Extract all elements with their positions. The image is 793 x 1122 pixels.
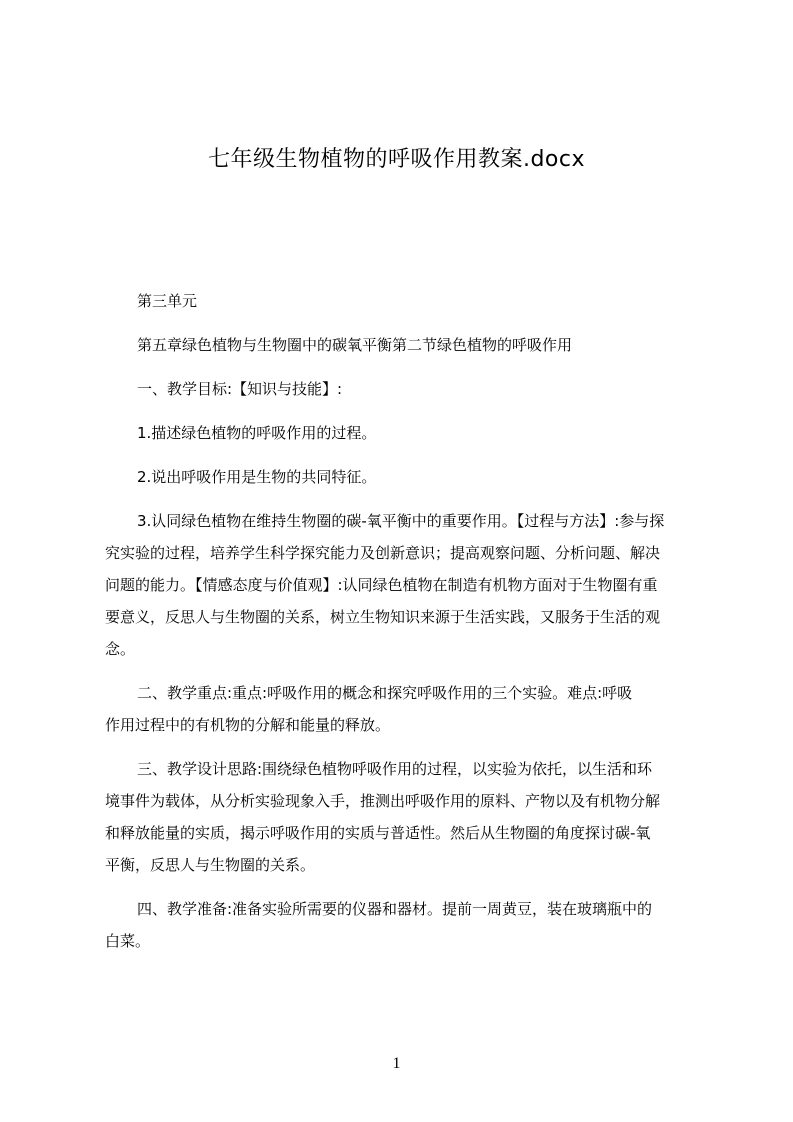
paragraph-line: 白菜。 [105, 932, 151, 950]
paragraph-line: 境事件为载体，从分析实验现象入手，推测出呼吸作用的原料、产物以及有机物分解 [105, 792, 661, 810]
paragraph-line: 四、教学准备:准备实验所需要的仪器和器材。提前一周黄豆，装在玻璃瓶中的 [137, 900, 653, 918]
paragraph-line: 第三单元 [137, 292, 198, 310]
page-number: 1 [392, 1055, 401, 1072]
paragraph-line: 1.描述绿色植物的呼吸作用的过程。 [137, 424, 377, 442]
paragraph [105, 758, 715, 876]
document-title: 七年级生物植物的呼吸作用教案.docx [207, 147, 586, 172]
paragraph-line: 究实验的过程，培养学生科学探究能力及创新意识；提高观察问题、分析问题、解决 [105, 544, 661, 562]
paragraph-line: 三、教学设计思路:围绕绿色植物呼吸作用的过程，以实验为依托，以生活和环 [137, 760, 653, 778]
paragraph-line: 二、教学重点:重点:呼吸作用的概念和探究呼吸作用的三个实验。难点:呼吸 [137, 684, 633, 702]
paragraph-line: 平衡，反思人与生物圈的关系。 [105, 856, 316, 874]
paragraph [105, 466, 715, 488]
paragraph-line: 念。 [105, 640, 136, 658]
paragraph [105, 510, 715, 660]
paragraph [105, 290, 715, 312]
paragraph [105, 682, 715, 736]
paragraph [105, 898, 715, 952]
paragraph-line: 第五章绿色植物与生物圈中的碳氧平衡第二节绿色植物的呼吸作用 [137, 336, 573, 354]
paragraph-line: 要意义，反思人与生物圈的关系，树立生物知识来源于生活实践，又服务于生活的观 [105, 608, 661, 626]
paragraph [105, 334, 715, 356]
paragraph-line: 一、教学目标:【知识与技能】: [137, 380, 343, 398]
document-body [105, 290, 715, 974]
paragraph [105, 422, 715, 444]
paragraph-line: 和释放能量的实质，揭示呼吸作用的实质与普适性。然后从生物圈的角度探讨碳-氧 [105, 824, 651, 842]
paragraph-line: 问题的能力。【情感态度与价值观】:认同绿色植物在制造有机物方面对于生物圈有重 [105, 576, 658, 594]
paragraph-line: 作用过程中的有机物的分解和能量的释放。 [105, 716, 391, 734]
paragraph-line: 2.说出呼吸作用是生物的共同特征。 [137, 468, 377, 486]
paragraph [105, 378, 715, 400]
paragraph-line: 3.认同绿色植物在维持生物圈的碳-氧平衡中的重要作用。【过程与方法】:参与探 [137, 512, 665, 530]
